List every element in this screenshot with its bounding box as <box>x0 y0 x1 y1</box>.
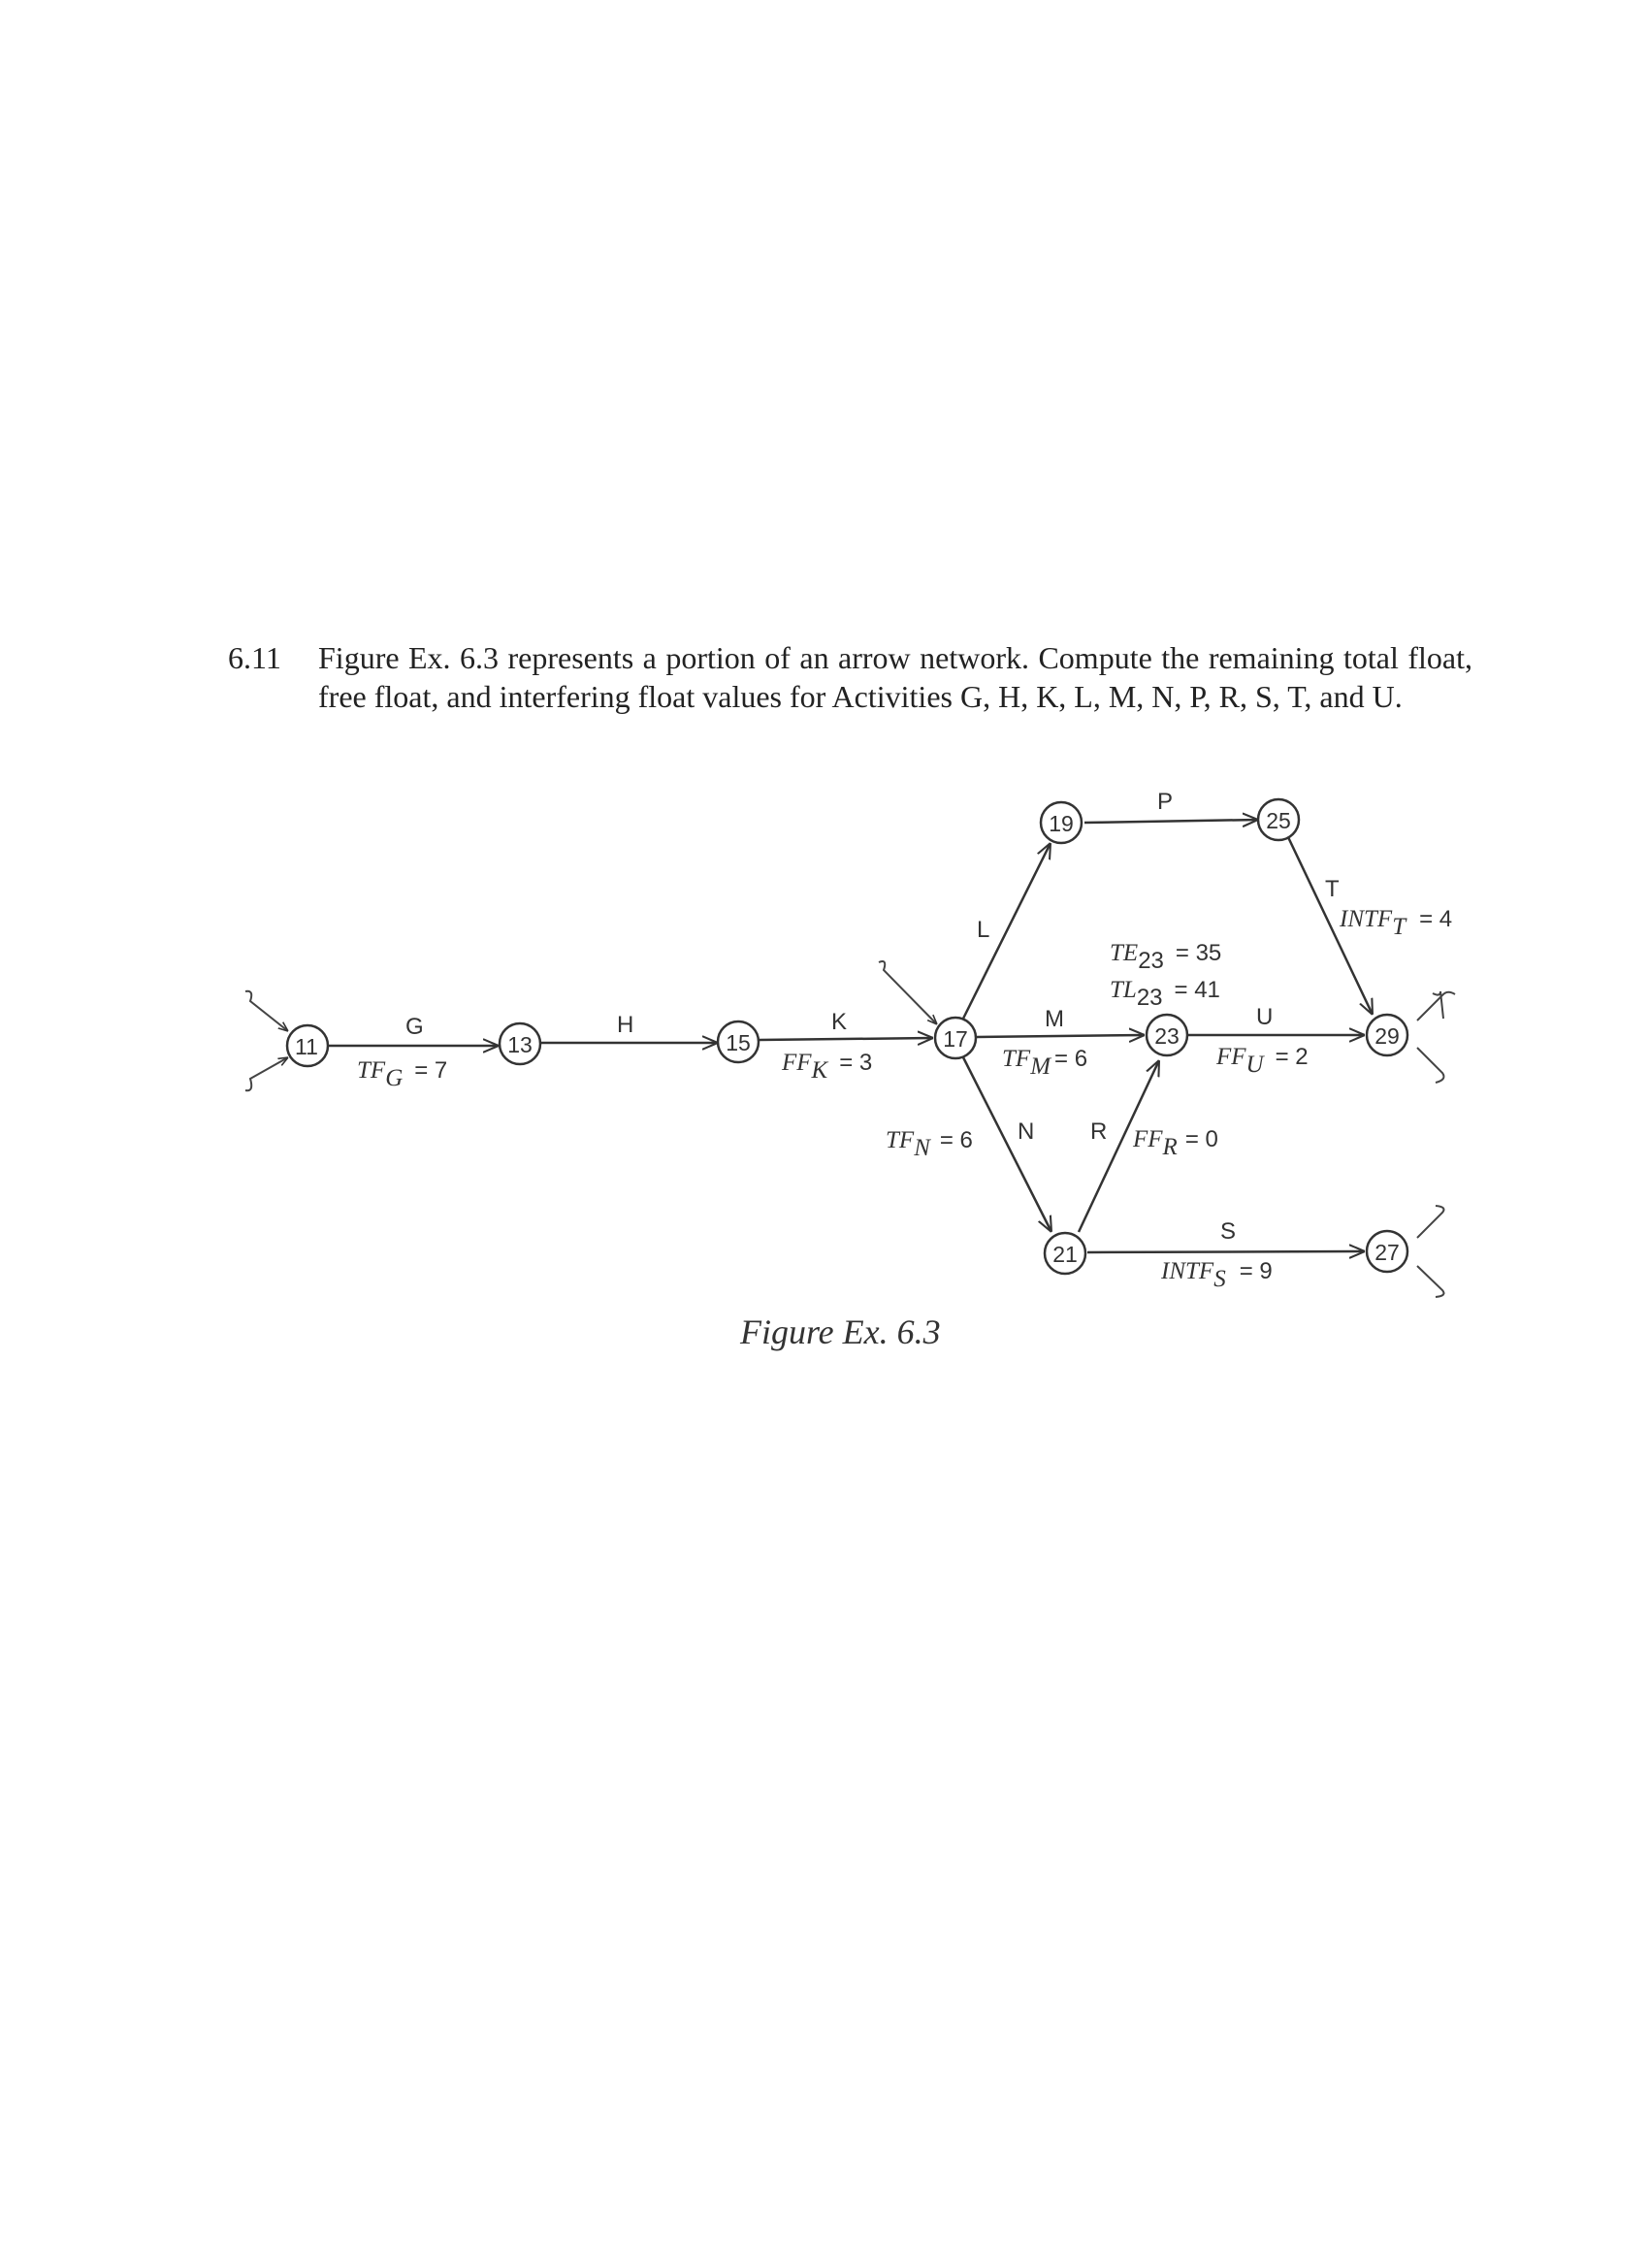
annotation-intf-t: INTFT = 4 <box>1340 906 1453 940</box>
network-continuation-stubs <box>245 961 1455 1297</box>
annotation-tf-n: TFN = 6 <box>886 1127 973 1161</box>
node-11 <box>287 1025 328 1066</box>
annotation-ff-k: FFK = 3 <box>782 1050 873 1084</box>
activity-s-label: S <box>1220 1218 1237 1245</box>
activity-t-label: T <box>1325 876 1340 902</box>
node-17-label: 17 <box>943 1026 968 1052</box>
node-11-label: 11 <box>295 1034 318 1059</box>
node-23-label: 23 <box>1154 1023 1180 1049</box>
node-23 <box>1147 1015 1187 1055</box>
activity-h-label: H <box>617 1012 634 1038</box>
node-19-label: 19 <box>1049 811 1074 836</box>
node-13 <box>500 1023 540 1064</box>
activity-k-arrow <box>760 1038 933 1040</box>
node-15 <box>718 1021 759 1062</box>
activity-m-label: M <box>1045 1006 1064 1032</box>
annotation-ff-u: FFU = 2 <box>1216 1044 1309 1078</box>
annotation-intf-s: INTFS = 9 <box>1161 1258 1273 1292</box>
annotation-ff-r: FFR = 0 <box>1133 1126 1218 1160</box>
node-15-label: 15 <box>726 1030 751 1055</box>
activity-n-arrow <box>963 1057 1051 1232</box>
node-29 <box>1367 1015 1407 1055</box>
node-25-label: 25 <box>1266 808 1291 833</box>
node-13-label: 13 <box>507 1032 533 1057</box>
annotation-tl-23: TL23 = 41 <box>1110 977 1220 1011</box>
activity-k-label: K <box>831 1009 848 1035</box>
activity-r-label: R <box>1090 1118 1108 1145</box>
node-21-label: 21 <box>1052 1242 1078 1267</box>
node-19 <box>1041 802 1082 843</box>
node-25 <box>1258 799 1299 840</box>
activity-g-label: G <box>405 1014 424 1040</box>
node-17 <box>935 1018 976 1058</box>
activity-u-label: U <box>1256 1004 1274 1030</box>
problem-text: Figure Ex. 6.3 represents a portion of an arrow network. Compute the remaining total float, free float, and interfering float values for Activities G, H, K, L, M, N, P, R, S, T, and U. <box>318 640 1472 714</box>
problem-number: 6.11 <box>228 640 281 675</box>
activity-p-label: P <box>1157 789 1174 815</box>
annotation-te-23: TE23 = 35 <box>1110 940 1222 974</box>
node-21 <box>1045 1233 1085 1274</box>
annotation-tf-g: TFG = 7 <box>357 1057 448 1091</box>
figure-caption: Figure Ex. 6.3 <box>740 1312 941 1351</box>
activity-n-label: N <box>1018 1118 1035 1145</box>
activity-m-arrow <box>977 1035 1145 1037</box>
node-29-label: 29 <box>1374 1023 1400 1049</box>
activity-l-label: L <box>977 917 990 943</box>
node-27 <box>1367 1231 1407 1272</box>
activity-s-arrow <box>1087 1251 1365 1252</box>
annotation-tf-m: TFM = 6 <box>1002 1046 1088 1080</box>
activity-p-arrow <box>1084 820 1258 823</box>
node-27-label: 27 <box>1374 1240 1400 1265</box>
